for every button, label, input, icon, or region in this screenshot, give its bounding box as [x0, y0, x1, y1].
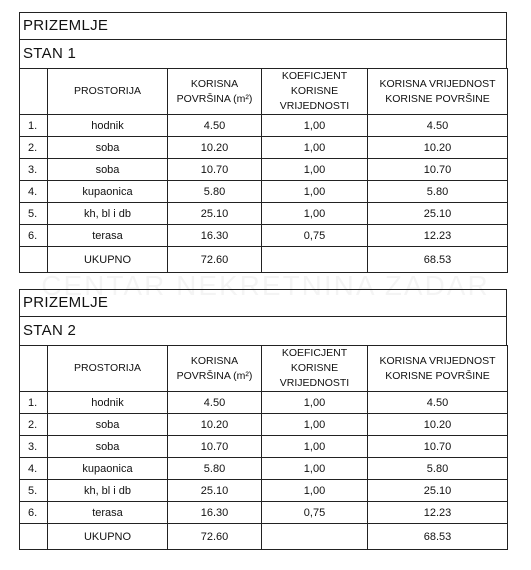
row-room: terasa: [48, 225, 168, 247]
row-coefficient: 1,00: [262, 137, 368, 159]
row-coefficient: 1,00: [262, 159, 368, 181]
row-number: 5.: [20, 203, 48, 225]
total-coefficient: [262, 524, 368, 550]
header-coefficient: KOEFICJENT KORISNE VRIJEDNOSTI: [262, 346, 368, 392]
table-row: [20, 115, 508, 137]
row-coefficient: 1,00: [262, 392, 368, 414]
row-value: 12.23: [368, 225, 508, 247]
row-room: soba: [48, 137, 168, 159]
table-row: [20, 225, 508, 247]
row-room: terasa: [48, 502, 168, 524]
total-row: [20, 524, 508, 550]
table-row: [20, 203, 508, 225]
row-area: 4.50: [168, 115, 262, 137]
table-row: [20, 502, 508, 524]
total-coefficient: [262, 247, 368, 273]
total-label: UKUPNO: [48, 524, 168, 550]
total-number: [20, 524, 48, 550]
row-coefficient: 1,00: [262, 436, 368, 458]
row-value: 12.23: [368, 502, 508, 524]
unit-title: STAN 1: [19, 39, 507, 68]
row-number: 1.: [20, 115, 48, 137]
row-value: 25.10: [368, 203, 508, 225]
header-value: KORISNA VRIJEDNOST KORISNE POVRŠINE: [368, 346, 508, 392]
row-room: soba: [48, 414, 168, 436]
row-room: soba: [48, 436, 168, 458]
row-coefficient: 1,00: [262, 181, 368, 203]
area-table: [19, 345, 508, 550]
row-area: 16.30: [168, 225, 262, 247]
header-room: PROSTORIJA: [48, 69, 168, 115]
row-room: kupaonica: [48, 458, 168, 480]
row-number: 1.: [20, 392, 48, 414]
row-coefficient: 0,75: [262, 225, 368, 247]
row-area: 5.80: [168, 458, 262, 480]
row-value: 10.20: [368, 137, 508, 159]
row-value: 10.20: [368, 414, 508, 436]
row-value: 5.80: [368, 181, 508, 203]
row-number: 2.: [20, 414, 48, 436]
row-room: kh, bl i db: [48, 203, 168, 225]
total-value: 68.53: [368, 524, 508, 550]
row-coefficient: 1,00: [262, 203, 368, 225]
row-number: 4.: [20, 181, 48, 203]
table-row: [20, 414, 508, 436]
total-area: 72.60: [168, 524, 262, 550]
total-value: 68.53: [368, 247, 508, 273]
header-area: KORISNA POVRŠINA (m²): [168, 69, 262, 115]
floor-title: PRIZEMLJE: [19, 289, 507, 316]
row-value: 25.10: [368, 480, 508, 502]
table-header-row: [20, 346, 508, 392]
row-room: soba: [48, 159, 168, 181]
row-coefficient: 1,00: [262, 414, 368, 436]
row-area: 10.20: [168, 137, 262, 159]
row-number: 5.: [20, 480, 48, 502]
row-value: 10.70: [368, 436, 508, 458]
row-room: hodnik: [48, 392, 168, 414]
row-number: 4.: [20, 458, 48, 480]
row-number: 6.: [20, 502, 48, 524]
row-coefficient: 1,00: [262, 458, 368, 480]
unit-table-2: [19, 289, 507, 550]
row-number: 6.: [20, 225, 48, 247]
unit-table-1: [19, 12, 507, 273]
row-number: 3.: [20, 436, 48, 458]
row-area: 10.70: [168, 436, 262, 458]
row-area: 5.80: [168, 181, 262, 203]
header-value: KORISNA VRIJEDNOST KORISNE POVRŠINE: [368, 69, 508, 115]
row-room: kh, bl i db: [48, 480, 168, 502]
table-row: [20, 458, 508, 480]
row-coefficient: 1,00: [262, 115, 368, 137]
header-coefficient: KOEFICJENT KORISNE VRIJEDNOSTI: [262, 69, 368, 115]
table-row: [20, 436, 508, 458]
table-header-row: [20, 69, 508, 115]
header-area: KORISNA POVRŠINA (m²): [168, 346, 262, 392]
total-area: 72.60: [168, 247, 262, 273]
total-row: [20, 247, 508, 273]
row-room: kupaonica: [48, 181, 168, 203]
row-number: 2.: [20, 137, 48, 159]
area-table: [19, 68, 508, 273]
row-area: 16.30: [168, 502, 262, 524]
total-label: UKUPNO: [48, 247, 168, 273]
floor-title: PRIZEMLJE: [19, 12, 507, 39]
row-area: 25.10: [168, 480, 262, 502]
table-row: [20, 137, 508, 159]
row-room: hodnik: [48, 115, 168, 137]
unit-title: STAN 2: [19, 316, 507, 345]
table-row: [20, 480, 508, 502]
row-area: 4.50: [168, 392, 262, 414]
total-number: [20, 247, 48, 273]
row-coefficient: 1,00: [262, 480, 368, 502]
row-number: 3.: [20, 159, 48, 181]
table-row: [20, 159, 508, 181]
table-row: [20, 181, 508, 203]
header-number: [20, 346, 48, 392]
header-room: PROSTORIJA: [48, 346, 168, 392]
row-value: 5.80: [368, 458, 508, 480]
header-number: [20, 69, 48, 115]
row-area: 10.70: [168, 159, 262, 181]
row-area: 25.10: [168, 203, 262, 225]
row-value: 4.50: [368, 115, 508, 137]
row-value: 4.50: [368, 392, 508, 414]
row-area: 10.20: [168, 414, 262, 436]
row-coefficient: 0,75: [262, 502, 368, 524]
table-row: [20, 392, 508, 414]
row-value: 10.70: [368, 159, 508, 181]
